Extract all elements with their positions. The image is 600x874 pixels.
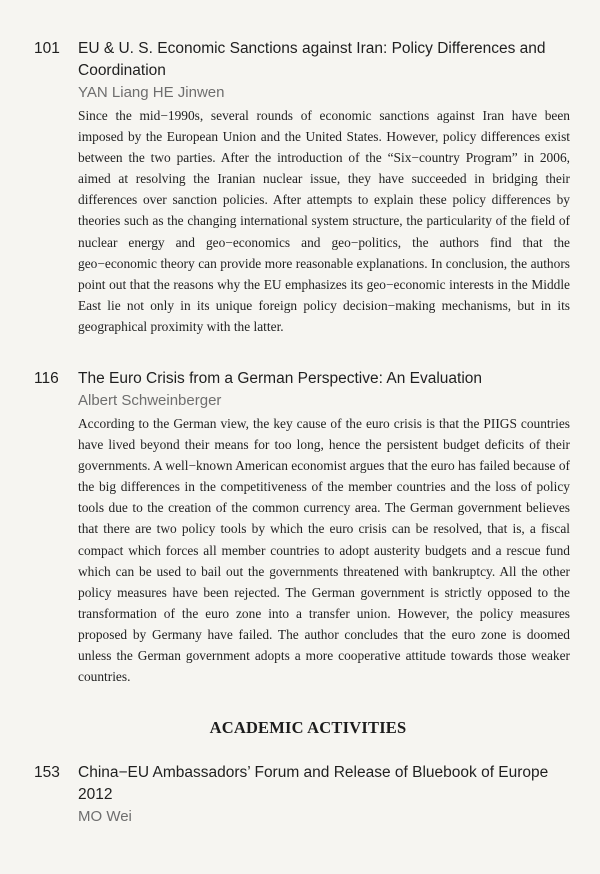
entry-heading bbox=[0, 38, 600, 82]
section-heading: ACADEMIC ACTIVITIES bbox=[209, 718, 407, 737]
contents-entry-101 bbox=[0, 38, 600, 337]
article-title: EU & U. S. Economic Sanctions against Iran: Policy Differences and Coordination bbox=[78, 40, 546, 79]
article-author: YAN Liang HE Jinwen bbox=[78, 84, 225, 101]
article-abstract: According to the German view, the key cause of the euro crisis is that the PIIGS countries have lived beyond their means for too long, hence the persistent budget deficits of their governments. A well−known American economist argues that the euro has failed because of the big differences in the competitiveness of the member countries and the loss of policy tools due to the creation of the common currency area. The German government believes that there are two policy tools by which the euro crisis can be resolved, that is, a fiscal compact which forces all member countries to adopt austerity budgets and a rescue fund which can be used to bail out the governments threatened with bankruptcy. All the other policy measures have been rejected. The German government is strictly opposed to the transformation of the euro zone into a transfer union. However, the policy measures proposed by Germany have failed. The author concludes that the euro zone is doomed unless the German government adopts a more cooperative attitude towards those weaker countries. bbox=[78, 416, 570, 685]
page-number: 153 bbox=[34, 764, 60, 781]
article-abstract: Since the mid−1990s, several rounds of economic sanctions against Iran have been imposed by the European Union and the United States. However, policy differences exist between the two parties. After the introduction of the “Six−country Program” in 2006, aimed at resolving the Iranian nuclear issue, they have succeeded in bridging their differences over sanction policies. After attempts to explain these policy differences by theories such as the changing international system structure, the particularity of the field of nuclear energy and geo−economics and geo−politics, the authors find that the geo−economic theory can provide more reasonable explanations. In conclusion, the authors point out that the reasons why the EU emphasizes its geo−economic interests in the Middle East lie not only in its unique foreign policy decision−making mechanisms, but in its geographical proximity with the latter. bbox=[78, 108, 570, 334]
entry-heading bbox=[0, 762, 600, 806]
contents-entry-153 bbox=[0, 762, 600, 827]
article-author: Albert Schweinberger bbox=[78, 392, 222, 409]
contents-entry-116 bbox=[0, 368, 600, 687]
page-number: 101 bbox=[34, 40, 60, 57]
article-title: China−EU Ambassadors’ Forum and Release of Bluebook of Europe 2012 bbox=[78, 764, 549, 803]
entry-heading bbox=[0, 368, 600, 390]
article-title: The Euro Crisis from a German Perspective: An Evaluation bbox=[78, 370, 483, 387]
page-number: 116 bbox=[34, 370, 59, 387]
article-author: MO Wei bbox=[78, 808, 132, 825]
